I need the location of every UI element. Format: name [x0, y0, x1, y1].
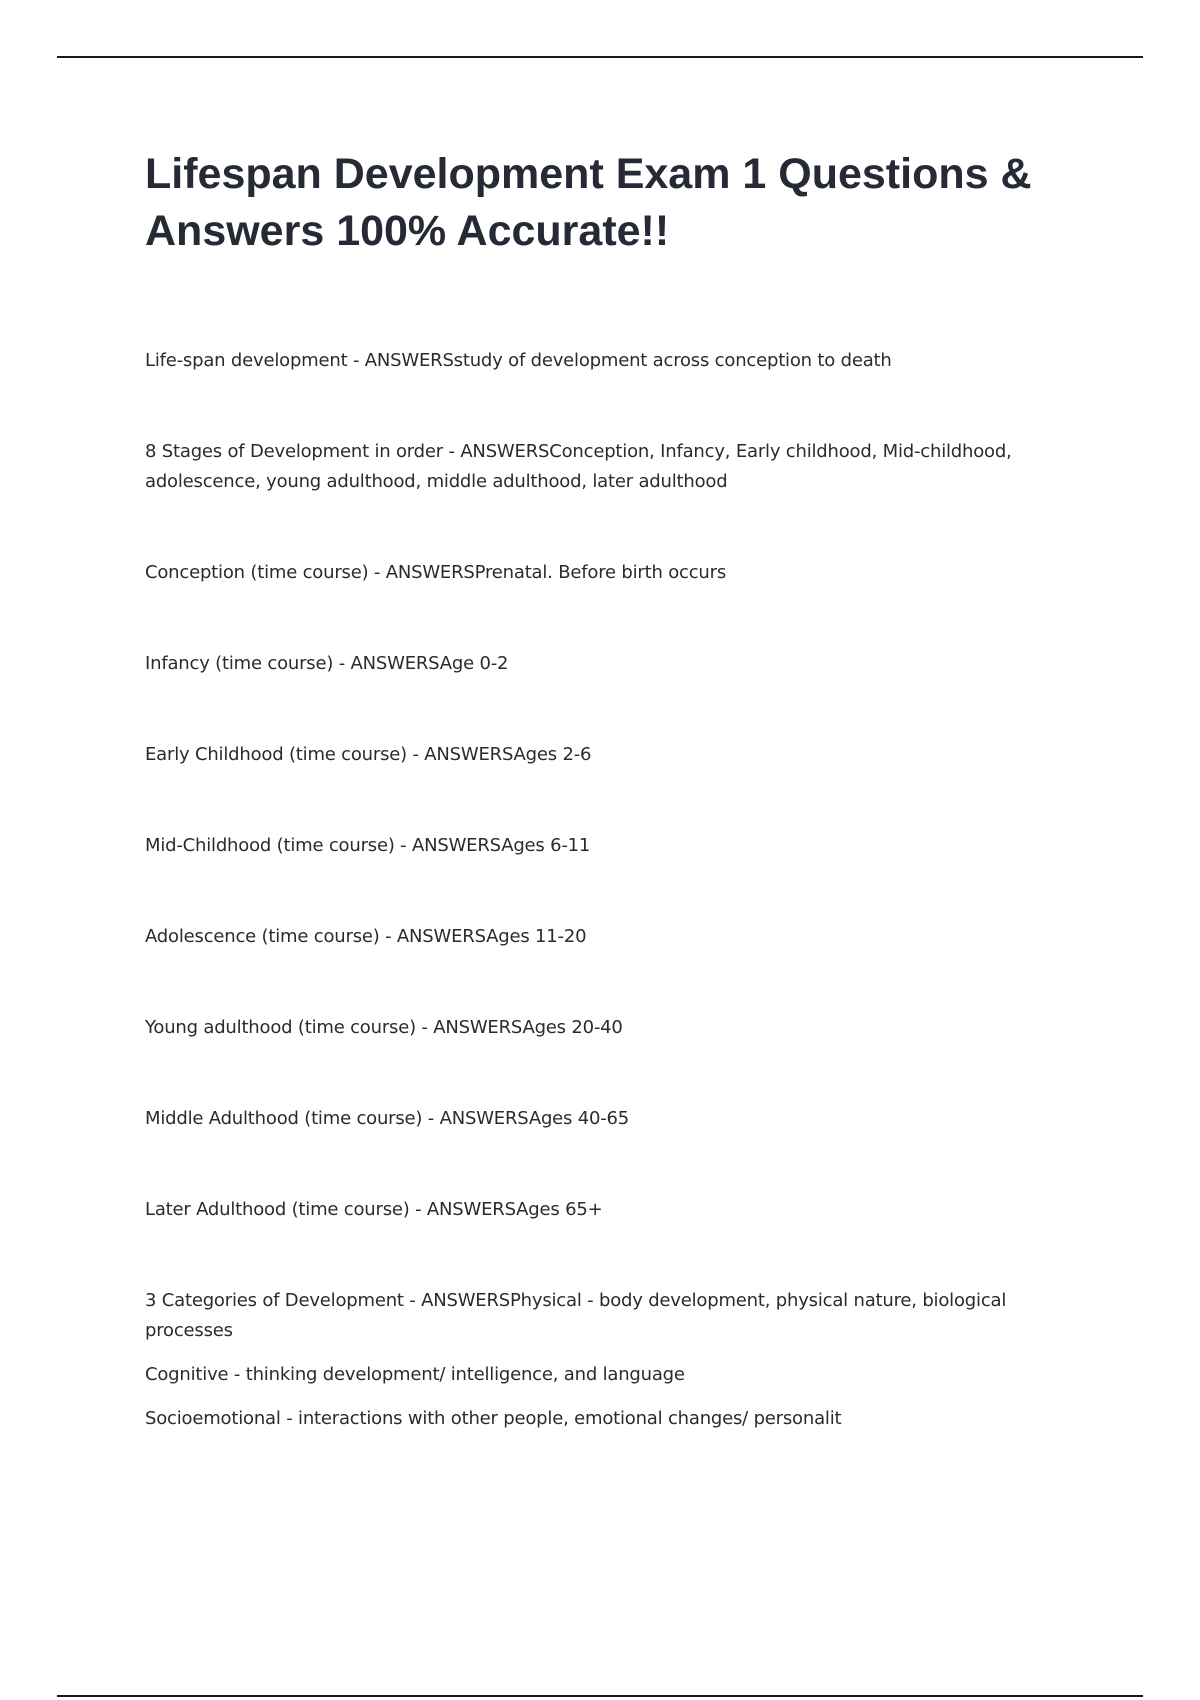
qa-item: Adolescence (time course) - ANSWERSAges 11-20 — [145, 926, 587, 947]
qa-item: Conception (time course) - ANSWERSPrenatal. Before birth occurs — [145, 562, 727, 583]
page-title: Lifespan Development Exam 1 Questions & Answers 100% Accurate!! — [145, 150, 1032, 255]
qa-continuation-line: Cognitive - thinking development/ intelligence, and language — [145, 1364, 685, 1385]
qa-item: Young adulthood (time course) - ANSWERSAges 20-40 — [145, 1017, 623, 1038]
qa-item: Mid-Childhood (time course) - ANSWERSAges 6-11 — [145, 835, 591, 856]
qa-continuation-line: Socioemotional - interactions with other people, emotional changes/ personalit — [145, 1408, 842, 1429]
qa-item: Middle Adulthood (time course) - ANSWERSAges 40-65 — [145, 1108, 630, 1129]
qa-item: 8 Stages of Development in order - ANSWERSConception, Infancy, Early childhood, Mid-childhood, adolescence, young adulthood, middle adulthood, later adulthood — [145, 441, 1012, 492]
top-divider — [57, 56, 1143, 58]
bottom-divider — [57, 1695, 1143, 1697]
qa-item: Life-span development - ANSWERSstudy of development across conception to death — [145, 350, 892, 371]
qa-item: 3 Categories of Development - ANSWERSPhysical - body development, physical nature, biological processes — [145, 1290, 1007, 1341]
qa-item: Later Adulthood (time course) - ANSWERSAges 65+ — [145, 1199, 603, 1220]
qa-item: Infancy (time course) - ANSWERSAge 0-2 — [145, 653, 509, 674]
qa-item: Early Childhood (time course) - ANSWERSAges 2-6 — [145, 744, 592, 765]
qa-list — [145, 346, 1045, 1434]
